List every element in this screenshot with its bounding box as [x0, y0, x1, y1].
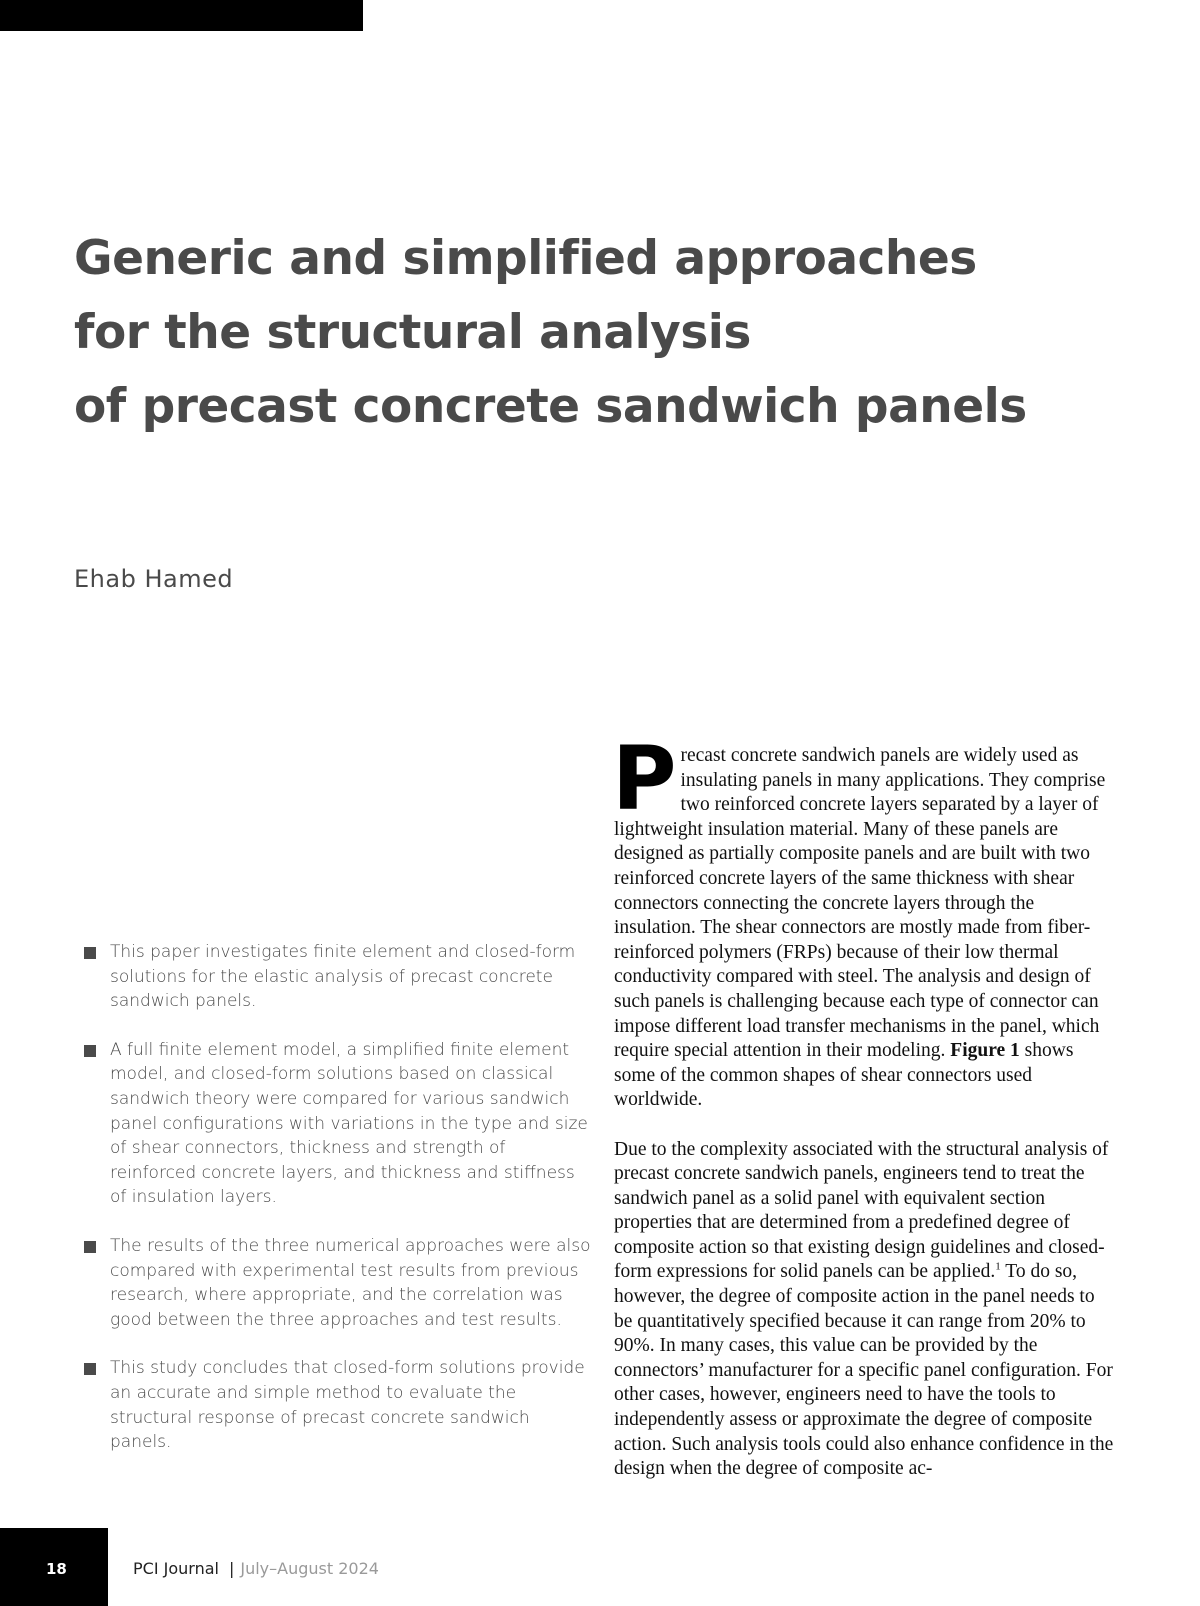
citation-reference: 1	[995, 1260, 1001, 1273]
highlight-item	[84, 1038, 594, 1210]
highlight-text: This paper investigates finite element and closed-form solutions for the elastic analysis of precast concrete sandwich panels.	[110, 942, 576, 1012]
journal-issue: July–August 2024	[240, 1559, 379, 1578]
paragraph-text: Due to the complexity associated with the structural analysis of precast concrete sandwich panels, engineers tend to treat the sandwich panel as a solid panel with equivalent section properties that are determined from a predefined degree of composite action so that existing design guidelines and closed-form expressions for solid panels can be applied.	[614, 1138, 1109, 1283]
highlight-text: A full finite element model, a simplified finite element model, and closed-form solutions based on classical sandwich theory were compared for various sandwich panel configurations with variations in the type and size of shear connectors, thickness and strength of reinforced concrete layers, and thickness and stiffness of insulation layers.	[110, 1039, 588, 1208]
header-bar	[0, 0, 363, 31]
body-text-column	[612, 727, 1116, 1506]
article-title	[74, 222, 1154, 444]
square-bullet-icon	[84, 947, 96, 959]
body-paragraph	[612, 727, 1116, 1113]
paragraph-text: To do so, however, the degree of composite action in the panel needs to be quantitatively specified because it can range from 20% to 90%. In many cases, this value can be provided by the connectors’ manufacturer for a specific panel configuration. For other cases, however, engineers need to have the tools to independently assess or approximate the degree of composite action. Such analysis tools could also enhance confidence in the design when the degree of composite ac-	[614, 1261, 1114, 1480]
paragraph-text: shows some of the common shapes of shear connectors used worldwide.	[614, 1040, 1074, 1111]
square-bullet-icon	[84, 1241, 96, 1253]
highlight-text: This study concludes that closed-form solutions provide an accurate and simple method to evaluate the structural response of precast concrete sandwich panels.	[110, 1358, 585, 1453]
footer-separator: |	[228, 1559, 235, 1578]
page-number: 18	[46, 1560, 67, 1578]
title-line: of precast concrete sandwich panels	[74, 379, 1027, 434]
author-name: Ehab Hamed	[74, 565, 234, 593]
highlight-item	[84, 940, 594, 1014]
journal-name: PCI Journal	[133, 1559, 219, 1578]
highlight-text: The results of the three numerical approaches were also compared with experimental test results from previous research, where appropriate, and the correlation was good between the three approaches and test results.	[110, 1235, 591, 1330]
paragraph-text: recast concrete sandwich panels are widely used as insulating panels in many applications. They comprise two reinforced concrete layers separated by a layer of lightweight insulation material. Many of these panels are designed as partially composite panels and are built with two reinforced concrete layers of the same thickness with shear connectors connecting the concrete layers through the insulation. The shear connectors are mostly made from fiber-reinforced polymers (FRPs) because of their low thermal conductivity compared with steel. The analysis and design of such panels is challenging because each type of connector can impose different load transfer mechanisms in the panel, which require special attention in their modeling.	[614, 745, 1106, 1062]
square-bullet-icon	[84, 1045, 96, 1057]
footer-journal-info	[133, 1559, 379, 1578]
highlight-item	[84, 1234, 594, 1332]
title-line: Generic and simplified approaches	[74, 231, 977, 286]
highlight-item	[84, 1356, 594, 1454]
title-line: for the structural analysis	[74, 305, 751, 360]
square-bullet-icon	[84, 1363, 96, 1375]
figure-reference: Figure 1	[950, 1040, 1020, 1062]
drop-cap: P	[612, 727, 677, 830]
body-paragraph	[614, 1138, 1116, 1482]
highlights-list	[84, 940, 594, 1479]
